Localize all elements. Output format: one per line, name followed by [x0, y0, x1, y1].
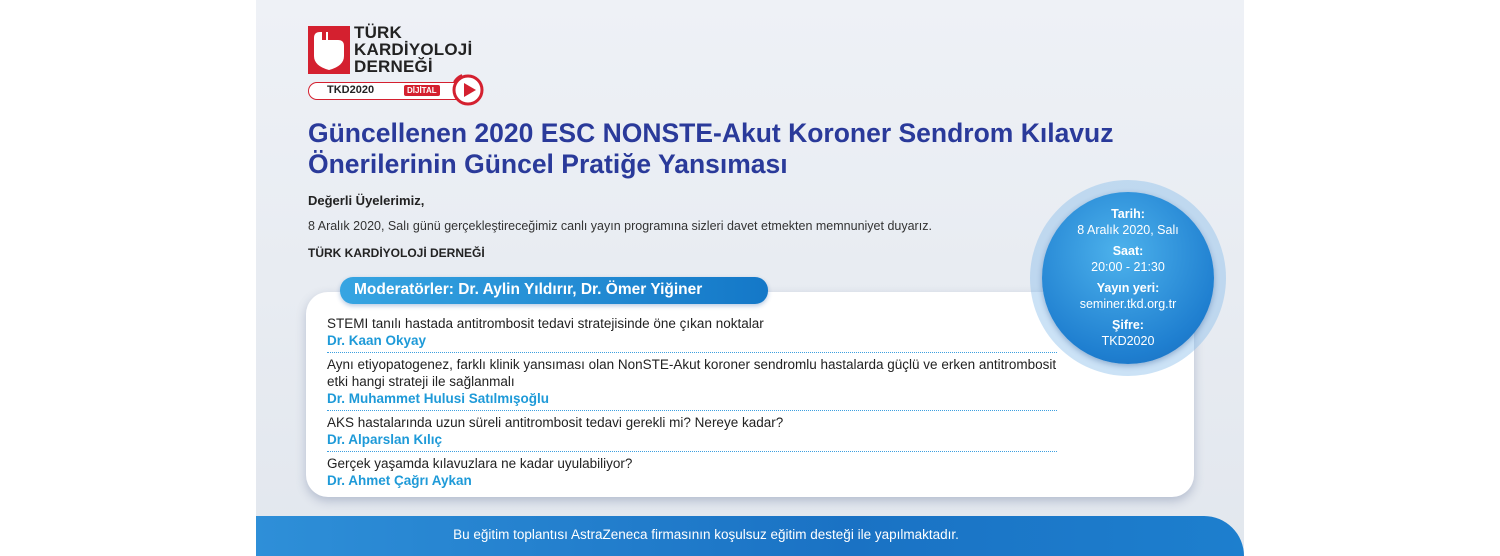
date-value: 8 Aralık 2020, Salı — [1077, 223, 1179, 237]
list-item — [327, 353, 1057, 411]
password-label: Şifre: — [1112, 318, 1144, 332]
invitation-text: 8 Aralık 2020, Salı günü gerçekleştireceğimiz canlı yayın programına sizleri davet etmekten memnuniyet duyarız. — [308, 219, 932, 233]
logo-line-3: DERNEĞİ — [354, 57, 433, 76]
greeting: Değerli Üyelerimiz, — [308, 193, 425, 208]
sponsor-footer — [256, 516, 1244, 556]
topic-title: AKS hastalarında uzun süreli antitrombosit tedavi gerekli mi? Nereye kadar? — [327, 415, 784, 430]
venue-value: seminer.tkd.org.tr — [1079, 297, 1177, 311]
password-value: TKD2020 — [1101, 334, 1155, 348]
topic-title: Gerçek yaşamda kılavuzlara ne kadar uyulabiliyor? — [327, 456, 633, 471]
topic-speaker: Dr. Kaan Okyay — [327, 333, 427, 348]
organization-name: TÜRK KARDİYOLOJİ DERNEĞİ — [308, 246, 485, 260]
topic-speaker: Dr. Ahmet Çağrı Aykan — [327, 473, 472, 488]
title-line-2: Önerilerinin Güncel Pratiğe Yansıması — [308, 149, 788, 179]
logo-pill — [308, 82, 470, 100]
topic-speaker: Dr. Alparslan Kılıç — [327, 432, 443, 447]
list-item — [327, 312, 1057, 353]
moderators-text: Moderatörler: Dr. Aylin Yıldırır, Dr. Ömer Yiğiner — [354, 281, 703, 298]
list-item — [327, 452, 1057, 492]
tkd-logo — [308, 23, 523, 110]
page-title — [308, 118, 1208, 180]
title-line-1: Güncellenen 2020 ESC NONSTE-Akut Koroner Sendrom Kılavuz — [308, 118, 1114, 148]
topic-title: STEMI tanılı hastada antitrombosit tedavi stratejisinde öne çıkan noktalar — [327, 316, 764, 331]
topic-speaker: Dr. Muhammet Hulusi Satılmışoğlu — [327, 391, 550, 406]
event-info-details — [1042, 206, 1214, 354]
moderators-badge — [340, 277, 768, 304]
logo-wordmark — [354, 24, 472, 75]
logo-line-1: TÜRK — [354, 23, 403, 42]
time-label: Saat: — [1112, 244, 1144, 258]
logo-pill-text: TKD2020 — [327, 84, 375, 96]
heart-map-icon — [308, 26, 350, 74]
logo-line-2: KARDİYOLOJİ — [354, 40, 473, 59]
logo-pill-sub: DİJİTAL — [404, 85, 440, 96]
play-icon — [450, 72, 486, 108]
venue-label: Yayın yeri: — [1096, 281, 1160, 295]
topic-title: Aynı etiyopatogenez, farklı klinik yansıması olan NonSTE-Akut koroner sendromlu hastalarda güçlü ve erken antitrombosit etki hangi strateji ile sağlanmalı — [327, 357, 1057, 389]
time-value: 20:00 - 21:30 — [1091, 260, 1165, 274]
list-item — [327, 411, 1057, 452]
event-banner — [256, 0, 1244, 556]
sponsor-text: Bu eğitim toplantısı AstraZeneca firmasının koşulsuz eğitim desteği ile yapılmaktadır. — [453, 527, 959, 542]
topic-list — [327, 312, 1057, 492]
date-label: Tarih: — [1111, 207, 1145, 221]
event-info-circle — [1042, 192, 1214, 364]
